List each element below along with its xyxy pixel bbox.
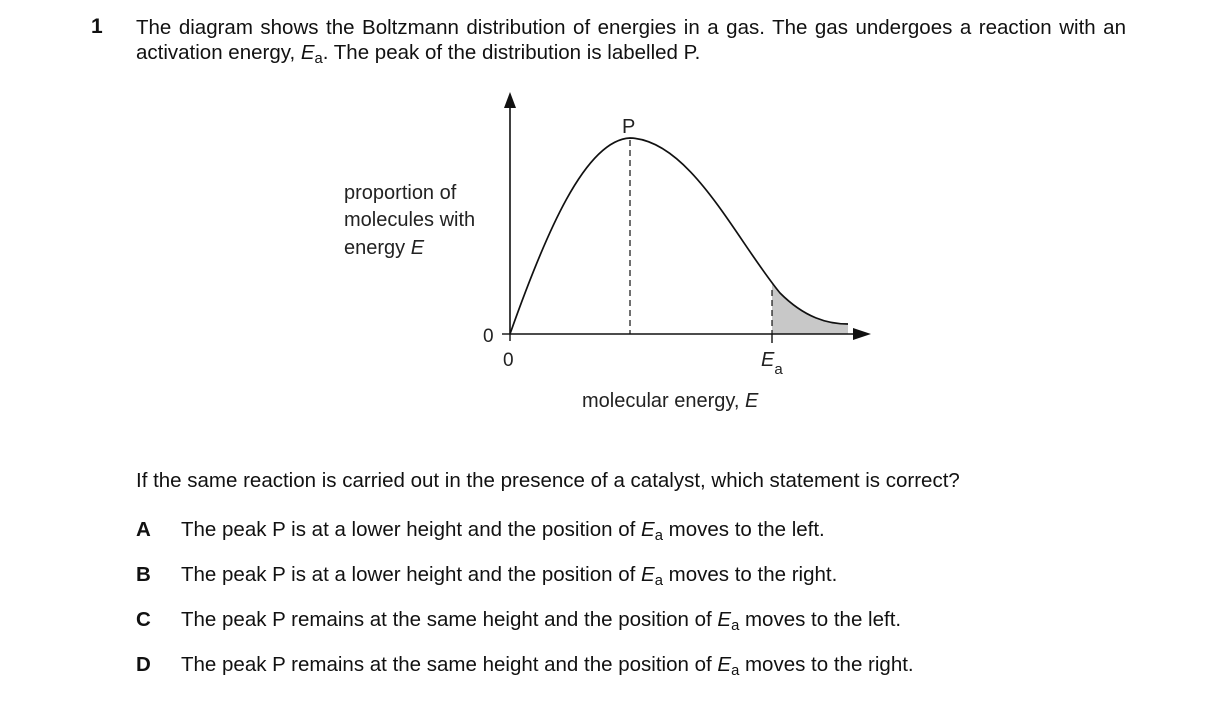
ea-label-subscript: a bbox=[774, 361, 783, 378]
option-text-end: moves to the left. bbox=[662, 518, 825, 541]
y-axis-arrowhead bbox=[504, 92, 516, 108]
option-text-end: moves to the right. bbox=[739, 653, 914, 676]
option-ea-symbol: E bbox=[641, 563, 655, 586]
option-ea-subscript: a bbox=[654, 528, 663, 545]
y-axis-label-line1: proportion of bbox=[344, 182, 457, 204]
x-axis-arrowhead bbox=[853, 328, 871, 340]
x-axis-label-text: molecular energy, bbox=[582, 390, 746, 412]
distribution-curve bbox=[510, 138, 848, 334]
option-text: The peak P remains at the same height and the position of bbox=[181, 653, 718, 676]
shaded-tail-area bbox=[510, 138, 848, 334]
x-axis-label bbox=[582, 390, 759, 412]
option-b[interactable] bbox=[136, 563, 837, 589]
option-a[interactable] bbox=[136, 518, 825, 544]
y-axis-label-text: energy bbox=[344, 237, 411, 259]
stem-ea-symbol: E bbox=[300, 41, 315, 64]
ea-label bbox=[761, 349, 783, 378]
origin-y-label: 0 bbox=[483, 326, 494, 347]
option-letter: A bbox=[136, 518, 151, 541]
origin-x-label: 0 bbox=[503, 350, 514, 371]
option-text: The peak P is at a lower height and the position of bbox=[181, 518, 642, 541]
stem-ea-subscript: a bbox=[314, 51, 323, 68]
option-ea-subscript: a bbox=[731, 663, 740, 680]
y-axis-label-line3 bbox=[344, 237, 425, 259]
option-c[interactable] bbox=[136, 608, 901, 634]
option-ea-symbol: E bbox=[641, 518, 655, 541]
question-number: 1 bbox=[91, 15, 103, 38]
y-axis-label-symbol: E bbox=[410, 237, 425, 259]
option-ea-symbol: E bbox=[717, 608, 732, 631]
option-ea-symbol: E bbox=[717, 653, 732, 676]
option-ea-subscript: a bbox=[731, 618, 740, 635]
question-prompt: If the same reaction is carried out in the presence of a catalyst, which statement is correct? bbox=[136, 469, 960, 492]
option-text: The peak P is at a lower height and the position of bbox=[181, 563, 642, 586]
option-d[interactable] bbox=[136, 653, 914, 679]
option-text-end: moves to the right. bbox=[662, 563, 838, 586]
option-text-end: moves to the left. bbox=[739, 608, 902, 631]
peak-label: P bbox=[622, 116, 636, 138]
option-text: The peak P remains at the same height and the position of bbox=[181, 608, 718, 631]
stem-text-1: The diagram shows the Boltzmann distribution of energies in a gas. The gas undergoes a reaction with an activation energy, bbox=[136, 16, 1126, 64]
stem-text-2: . The peak of the distribution is labelled P. bbox=[322, 41, 701, 64]
x-axis-label-symbol: E bbox=[745, 390, 759, 412]
ea-label-symbol: E bbox=[761, 349, 775, 371]
option-letter: C bbox=[136, 608, 151, 631]
option-letter: B bbox=[136, 563, 151, 586]
y-axis-label-line2: molecules with bbox=[344, 209, 476, 231]
option-letter: D bbox=[136, 653, 151, 676]
option-ea-subscript: a bbox=[654, 573, 663, 590]
